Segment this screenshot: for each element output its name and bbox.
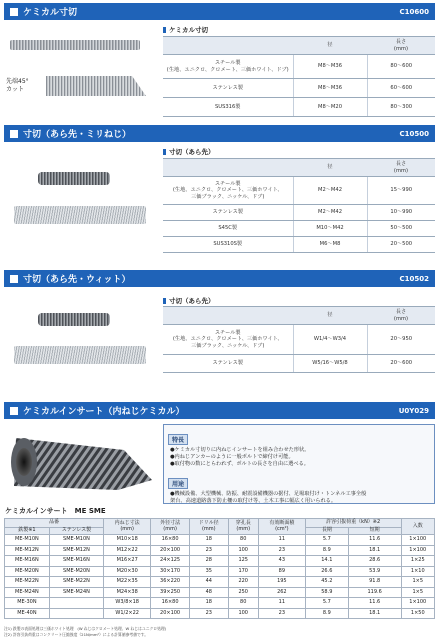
table-row (5, 598, 435, 609)
col-header (163, 159, 293, 177)
col-header: ドリル径 (mm) (189, 519, 228, 535)
image-note: 先端45° カット (6, 78, 29, 93)
col-header: 入数 (401, 519, 434, 535)
table-cell: 262 (258, 587, 305, 598)
feature-item: ●内ねじアンカーのように一般ボルトで締付け可能。 (170, 454, 294, 461)
table-cell: 1×25 (401, 556, 434, 567)
table-cell: 1×10 (401, 566, 434, 577)
table-cell: 119.6 (348, 587, 401, 598)
table-cell: W3/8×18 (104, 598, 151, 609)
length-cell: 10～990 (367, 205, 435, 221)
table-cell: 30×170 (151, 566, 190, 577)
table-cell: SME-M12N (49, 545, 103, 556)
col-header: 長さ (mm) (367, 159, 435, 177)
diameter-cell: M2～M42 (293, 205, 367, 221)
table-cell: 1×5 (401, 587, 434, 598)
table-cell: 23 (258, 608, 305, 619)
table-cell: 20×100 (151, 545, 190, 556)
table-cell: 28 (189, 556, 228, 567)
length-cell: 20～950 (367, 325, 435, 355)
table-cell: 18.1 (348, 608, 401, 619)
table-cell: ME-M10N (5, 535, 50, 546)
diameter-cell: M8～M36 (293, 55, 367, 79)
table-cell: 11 (258, 535, 305, 546)
length-cell: 15～990 (367, 177, 435, 205)
col-header: 内ねじ寸法 (mm) (104, 519, 151, 535)
col-header: 長さ (mm) (367, 307, 435, 325)
section-title: ケミカル寸切 (23, 8, 78, 18)
table-cell: 195 (258, 577, 305, 588)
table-subtitle: ケミカル寸切 (163, 25, 208, 34)
table-cell: SME-M20N (49, 566, 103, 577)
insert-spec-table (4, 518, 435, 619)
table-cell: 170 (228, 566, 258, 577)
material-cell: SUS310S製 (163, 237, 293, 253)
col-header: 径 (293, 159, 367, 177)
table-cell: 53.9 (348, 566, 401, 577)
table-cell: 39×250 (151, 587, 190, 598)
table-cell: 220 (228, 577, 258, 588)
table-row (5, 535, 435, 546)
table-row (5, 587, 435, 598)
table-cell: 23 (258, 545, 305, 556)
feature-box (163, 424, 435, 504)
col-header (163, 307, 293, 325)
col-header: 鉄製※1 (5, 528, 50, 535)
table-cell: ME-M22N (5, 577, 50, 588)
col-header: 径 (293, 307, 367, 325)
table-cell: 43 (258, 556, 305, 567)
square-icon (10, 130, 18, 138)
square-icon (10, 275, 18, 283)
section-bar-chemical-cut (4, 3, 435, 20)
table-cell: 100 (228, 608, 258, 619)
col-header: 長期 (305, 528, 348, 535)
table-cell: 250 (228, 587, 258, 598)
square-icon (10, 407, 18, 415)
table-cell: ME-M12N (5, 545, 50, 556)
table-cell: 23 (189, 608, 228, 619)
section-title: 寸切（あら先・ミリねじ） (23, 130, 132, 140)
section-bar-cut-whitworth (4, 270, 435, 287)
threaded-rod-image (10, 40, 140, 50)
feature-item: ●取付物の数にとらわれず、ボルトの長さを自由に選べる。 (170, 461, 309, 468)
footnote: 注2) 許容引抜荷重はコンクリート圧縮強度（21N/mm²）による計算値参考値です。 (4, 632, 149, 637)
length-cell: 60～600 (367, 79, 435, 98)
table-row (5, 556, 435, 567)
spec-table-chemical-cut (163, 36, 435, 117)
col-header: 外径寸法 (mm) (151, 519, 190, 535)
table-cell: ME-30N (5, 598, 50, 609)
threaded-rod-image (38, 313, 110, 326)
product-code: C10502 (399, 274, 429, 283)
table-cell: 1×100 (401, 535, 434, 546)
table-cell: 1×5 (401, 577, 434, 588)
table-cell: SME-M16N (49, 556, 103, 567)
footnote: 注1) 鉄製の表面処理は三価ホワイト処理 (W ねじはクロメート処理、W ねじはユニクロ処理) (4, 626, 167, 631)
table-cell: M10×18 (104, 535, 151, 546)
col-header: 有効断面積 (cm²) (258, 519, 305, 535)
table-cell: 80 (228, 598, 258, 609)
material-cell: スチール製 (生地、ユニクロ、クロメート、三価ホワイト、 三価ブラック、ニッケル、ドブ) (163, 325, 293, 355)
table-cell: 14.1 (305, 556, 348, 567)
product-title: ケミカルインサート ME SME (5, 507, 106, 515)
material-cell: スチール製 (生地、ユニクロ、クロメート、三価ホワイト、 三価ブラック、ニッケル、ドブ) (163, 177, 293, 205)
table-cell: ME-M24N (5, 587, 50, 598)
table-cell (49, 608, 103, 619)
table-cell: 1×100 (401, 545, 434, 556)
table-cell: 44 (189, 577, 228, 588)
feature-item: ●ケミカル寸切りに内ねじインサートを組み合わせた形状。 (170, 447, 310, 453)
col-header: 許容引抜荷重（kN）※2 (305, 519, 401, 528)
material-cell: ステンレス製 (163, 205, 293, 221)
table-cell: 80 (228, 535, 258, 546)
table-cell: 11 (258, 598, 305, 609)
spec-table-cut-whitworth (163, 306, 435, 373)
product-code: C10500 (399, 129, 429, 138)
material-cell: SUS316製 (163, 98, 293, 117)
table-cell: 5.7 (305, 535, 348, 546)
diameter-cell: W1/4～W3/4 (293, 325, 367, 355)
table-cell: 45.2 (305, 577, 348, 588)
table-row (5, 577, 435, 588)
col-header: 径 (293, 37, 367, 55)
length-cell: 20～500 (367, 237, 435, 253)
table-cell: ME-M16N (5, 556, 50, 567)
use-label: 用途 (168, 478, 188, 489)
col-header: 短期 (348, 528, 401, 535)
length-cell: 80～300 (367, 98, 435, 117)
table-cell: 125 (228, 556, 258, 567)
table-cell: SME-M24N (49, 587, 103, 598)
feature-label: 特長 (168, 434, 188, 445)
table-cell: 16×80 (151, 535, 190, 546)
table-cell: 18.1 (348, 545, 401, 556)
table-cell: 11.6 (348, 598, 401, 609)
col-header: 穿孔長 (mm) (228, 519, 258, 535)
table-cell: M22×35 (104, 577, 151, 588)
table-cell: 8.9 (305, 545, 348, 556)
length-cell: 50～500 (367, 221, 435, 237)
section-title: 寸切（あら先・ウィット） (23, 275, 131, 285)
table-cell: M20×30 (104, 566, 151, 577)
table-cell: ME-40N (5, 608, 50, 619)
table-cell: 24×125 (151, 556, 190, 567)
table-cell: ME-M20N (5, 566, 50, 577)
diameter-cell: M8～M36 (293, 79, 367, 98)
square-icon (10, 8, 18, 16)
diameter-cell: M2～M42 (293, 177, 367, 205)
table-cell: 8.9 (305, 608, 348, 619)
material-cell: スチール製 (生地、ユニクロ、クロメート、三価ホワイト、ドブ) (163, 55, 293, 79)
diameter-cell: M6～M8 (293, 237, 367, 253)
section-bar-chemical-insert (4, 402, 435, 419)
table-cell: M12×22 (104, 545, 151, 556)
table-cell: 18 (189, 598, 228, 609)
table-cell: 16×80 (151, 598, 190, 609)
material-cell: S45C製 (163, 221, 293, 237)
table-cell: 18 (189, 535, 228, 546)
product-code: U0Y029 (398, 406, 429, 415)
threaded-rod-image (38, 172, 110, 185)
table-cell: 5.7 (305, 598, 348, 609)
material-cell: ステンレス製 (163, 355, 293, 373)
col-header: ステンレス製 (49, 528, 103, 535)
material-cell: ステンレス製 (163, 79, 293, 98)
table-cell: 100 (228, 545, 258, 556)
table-subtitle: 寸切（あら先） (163, 147, 215, 156)
table-cell: W1/2×22 (104, 608, 151, 619)
table-cell: SME-M22N (49, 577, 103, 588)
table-cell: 35 (189, 566, 228, 577)
diameter-cell: M10～M42 (293, 221, 367, 237)
col-header (163, 37, 293, 55)
table-cell: M24×38 (104, 587, 151, 598)
table-cell: 48 (189, 587, 228, 598)
spec-table-cut-metric (163, 158, 435, 253)
table-cell: 91.8 (348, 577, 401, 588)
section-bar-cut-metric (4, 125, 435, 142)
table-cell: 26.6 (305, 566, 348, 577)
table-cell: 89 (258, 566, 305, 577)
table-cell: 20×100 (151, 608, 190, 619)
table-subtitle: 寸切（あら先） (163, 296, 215, 305)
table-row (5, 608, 435, 619)
table-cell (49, 598, 103, 609)
threaded-rod-image (14, 206, 146, 224)
table-cell: 28.6 (348, 556, 401, 567)
table-cell: 58.9 (305, 587, 348, 598)
table-cell: 36×220 (151, 577, 190, 588)
table-cell: M16×27 (104, 556, 151, 567)
diameter-cell: W5/16～W5/8 (293, 355, 367, 373)
chamfered-rod-image (46, 74, 146, 98)
table-cell: 1×50 (401, 608, 434, 619)
table-cell: 1×100 (401, 598, 434, 609)
length-cell: 20～600 (367, 355, 435, 373)
chemical-insert-image (6, 428, 158, 502)
section-title: ケミカルインサート（内ねじケミカル） (23, 407, 185, 417)
length-cell: 80～600 (367, 55, 435, 79)
table-cell: SME-M10N (49, 535, 103, 546)
table-row (5, 545, 435, 556)
product-code: C10600 (399, 7, 429, 16)
threaded-rod-image (14, 346, 146, 364)
use-text: ●機械設備、大型機械、防振、耐震設備機器の据付、足場取付け・トンネル工事全般 架台、高速道路落下防止柵の取付け等、土木工事に幅広く用いられる。 (170, 491, 367, 505)
col-header: 品番 (5, 519, 104, 528)
diameter-cell: M8～M20 (293, 98, 367, 117)
table-row (5, 566, 435, 577)
table-cell: 23 (189, 545, 228, 556)
table-cell: 11.6 (348, 535, 401, 546)
col-header: 長さ (mm) (367, 37, 435, 55)
